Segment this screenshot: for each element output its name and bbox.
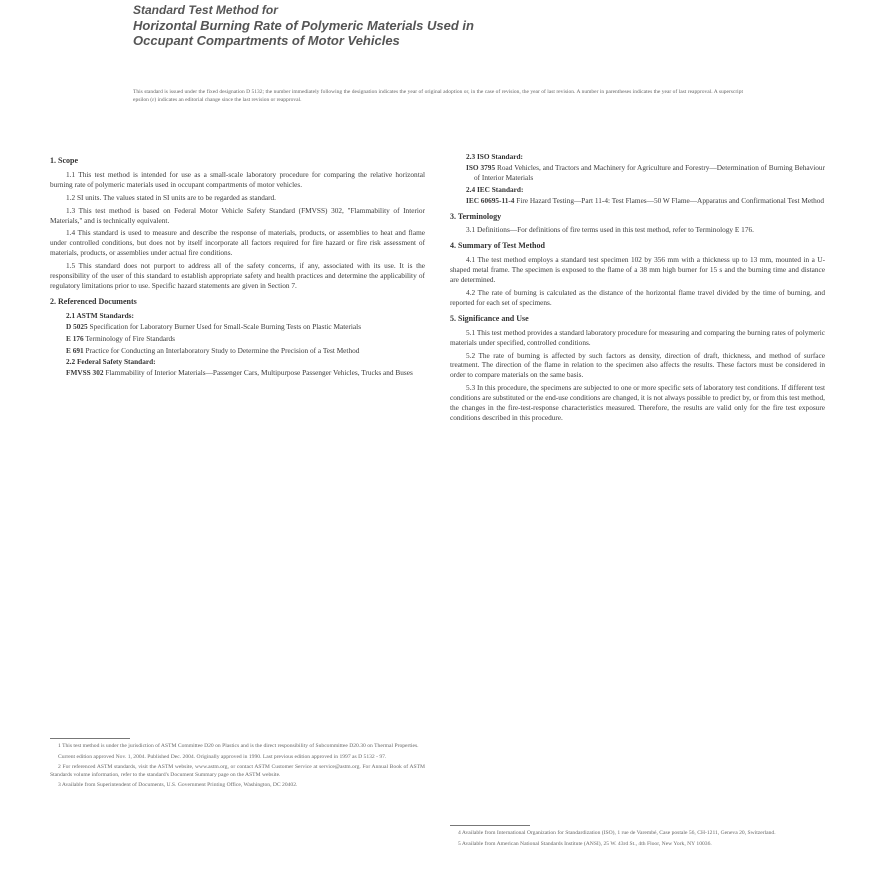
paragraph: 1.1 This test method is intended for use as a small-scale laboratory procedure for comparing the relative horizontal burning rate of polymeric materials used in occupant compartments of motor vehicles. (50, 169, 425, 189)
reference-code: FMVSS 302 (66, 368, 104, 378)
section-heading-significance: 5. Significance and Use (450, 313, 529, 323)
subheading-iso-standard: 2.3 ISO Standard: (466, 152, 523, 161)
reference-text: Flammability of Interior Materials—Passenger Cars, Multipurpose Passenger Vehicles, Trucks and Buses (105, 368, 413, 378)
reference-text: Road Vehicles, and Tractors and Machinery for Agriculture and Forestry—Determination of Burning Behaviour of Interior Materials (474, 162, 826, 182)
subheading-federal-standard: 2.2 Federal Safety Standard: (66, 357, 156, 367)
section-heading-summary: 4. Summary of Test Method (450, 241, 545, 251)
document-title (133, 3, 733, 48)
section-heading-terminology: 3. Terminology (450, 211, 502, 221)
right-column (450, 150, 825, 426)
paragraph: 4.1 The test method employs a standard test specimen 102 by 356 mm with a thickness up to 13 mm, mounted in a U-shaped metal frame. The specimen is exposed to the flame of a 38 mm high burner for 15 s and the burning time and distance are determined. (450, 255, 825, 285)
footnotes-right (450, 830, 825, 851)
reference-code: E 691 (66, 345, 84, 355)
footnote: 2 For referenced ASTM standards, visit the ASTM website, www.astm.org, or contact ASTM Customer Service at service@astm.org. For Annual Book of ASTM Standards volume information, refer to the standard's Document Summary page on the ASTM website. (50, 764, 425, 778)
reference-code: D 5025 (66, 321, 88, 331)
paragraph: 1.5 This standard does not purport to address all of the safety concerns, if any, associated with its use. It is the responsibility of the user of this standard to establish appropriate safety and health practices and determine the applicability of regulatory limitations prior to use. Specific hazard statements are given in Section 7. (50, 261, 425, 290)
reference-item (66, 322, 425, 332)
paragraph: 5.2 The rate of burning is affected by such factors as density, direction of draft, thickness, and method of surface treatment. The direction of the flame in relation to the specimen also affects the results. These factors must be considered in order to compare materials on the same basis. (450, 350, 825, 380)
reference-item (66, 368, 425, 378)
reference-text: Practice for Conducting an Interlaboratory Study to Determine the Precision of a Test Method (85, 345, 360, 355)
reference-text: Terminology of Fire Standards (85, 333, 176, 343)
paragraph: 4.2 The rate of burning is calculated as the distance of the horizontal flame travel divided by the time of burning, and reported for each set of specimens. (450, 287, 825, 307)
footnote: Current edition approved Nov. 1, 2004. Published Dec. 2004. Originally approved in 1990. Last previous edition approved in 1997 as D 5132 - 97. (58, 753, 387, 760)
paragraph: 1.4 This standard is used to measure and describe the response of materials, products, or assemblies to heat and flame under controlled conditions, but does not by itself incorporate all factors required for fire hazard or fire risk assessment of materials, products, or assemblies under actual fire conditions. (50, 228, 425, 258)
reference-item (466, 163, 825, 183)
subheading-astm-standards: 2.1 ASTM Standards: (66, 310, 134, 320)
reference-code: ISO 3795 (466, 162, 496, 172)
paragraph: 1.2 SI units. The values stated in SI units are to be regarded as standard. (66, 192, 277, 202)
paragraph: 3.1 Definitions—For definitions of fire terms used in this test method, refer to Terminology E 176. (466, 225, 754, 235)
footnote: 3 Available from Superintendent of Documents, U.S. Government Printing Office, Washington, DC 20402. (58, 782, 298, 789)
reference-item (466, 196, 825, 206)
reference-text: Fire Hazard Testing—Part 11-4: Test Flames—50 W Flame—Apparatus and Confirmational Test Method (516, 195, 825, 205)
title-line-0: Standard Test Method for (133, 3, 278, 17)
left-column (50, 150, 425, 380)
paragraph: 5.1 This test method provides a standard laboratory procedure for measuring and comparing the burning rates of polymeric materials under specified, controlled conditions. (450, 327, 825, 347)
footnote: 5 Available from American National Standards Institute (ANSI), 25 W. 43rd St., 4th Floor, New York, NY 10036. (458, 840, 712, 847)
subheading-iec-standard: 2.4 IEC Standard: (466, 184, 524, 194)
reference-item (66, 334, 425, 344)
title-line-2: Occupant Compartments of Motor Vehicles (133, 33, 400, 48)
title-line-1: Horizontal Burning Rate of Polymeric Materials Used in (133, 18, 474, 33)
footnotes-left (50, 743, 425, 793)
reference-item (66, 346, 425, 356)
footnote-rule-right (450, 825, 530, 826)
footnote: 1 This test method is under the jurisdiction of ASTM Committee D20 on Plastics and is the direct responsibility of Subcommittee D20.30 on Thermal Properties. (58, 743, 419, 749)
paragraph: 1.3 This test method is based on Federal Motor Vehicle Safety Standard (FMVSS) 302, "Flammability of Interior Materials," and is technically equivalent. (50, 205, 425, 225)
reference-text: Specification for Laboratory Burner Used for Small-Scale Burning Tests on Plastic Materials (89, 321, 362, 331)
footnote: 4 Available from International Organization for Standardization (ISO), 1 rue de Varembé, Case postale 56, CH-1211, Geneva 20, Switzerland. (458, 830, 776, 836)
section-heading-scope: 1. Scope (50, 156, 78, 165)
footnote-rule-left (50, 738, 130, 739)
paragraph: 5.3 In this procedure, the specimens are subjected to one or more specific sets of laboratory test conditions. If different test conditions are substituted or the end-use conditions are changed, it is not always possible to predict by, or from this test method, the changes in the fire-test-response characteristics measured. Therefore, the results are valid only for the fire test exposure conditions described in this procedure. (450, 383, 825, 422)
reference-code: E 176 (66, 333, 84, 343)
reference-code: IEC 60695-11-4 (466, 195, 515, 205)
section-heading-referenced-documents: 2. Referenced Documents (50, 296, 137, 306)
preamble-note: This standard is issued under the fixed designation D 5132; the number immediately following the designation indicates the year of original adoption or, in the case of revision, the year of last revision. A number in parentheses indicates the year of last reapproval. A superscript epsilon (ε) indicates an editorial change since the last revision or reapproval. (133, 89, 743, 103)
